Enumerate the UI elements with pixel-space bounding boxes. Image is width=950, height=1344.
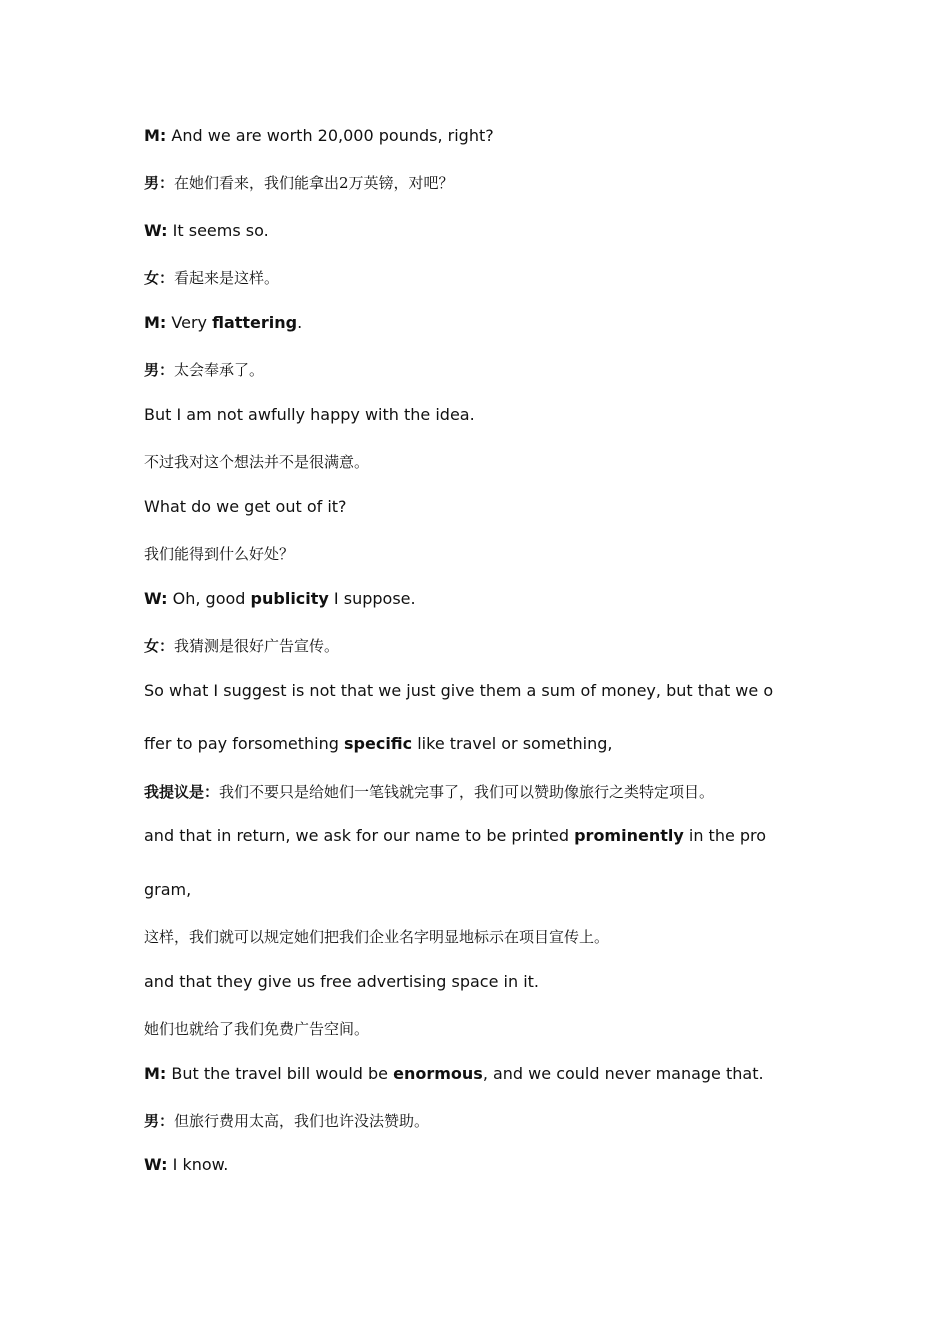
english-dialogue-line <box>144 880 191 900</box>
bold-text: 女： <box>144 269 175 287</box>
english-dialogue-line <box>144 497 347 517</box>
bold-text: prominently <box>574 826 684 845</box>
text-run: 我们能得到什么好处？ <box>144 545 295 563</box>
english-dialogue-line <box>144 681 773 701</box>
chinese-translation-line <box>144 1019 369 1039</box>
bold-text: 女： <box>144 637 175 655</box>
text-run: , and we could never manage that. <box>482 1064 764 1083</box>
bold-text: M: <box>144 313 167 332</box>
text-run: 看起来是这样。 <box>174 269 280 287</box>
text-run: . <box>297 313 303 332</box>
text-run: gram, <box>144 880 192 899</box>
chinese-translation-line <box>144 268 279 288</box>
text-run: What do we get out of it? <box>144 497 347 516</box>
chinese-translation-line <box>144 173 454 193</box>
text-run: But the travel bill would be <box>166 1064 394 1083</box>
text-run: 不过我对这个想法并不是很满意。 <box>144 453 370 471</box>
chinese-translation-line <box>144 360 264 380</box>
english-dialogue-line <box>144 589 416 609</box>
bold-text: W: <box>144 1155 168 1174</box>
text-run: 太会奉承了。 <box>174 361 265 379</box>
bold-text: specific <box>344 734 413 753</box>
text-run: ffer to pay forsomething <box>144 734 344 753</box>
text-run: in the pro <box>683 826 767 845</box>
bold-text: 我提议是： <box>144 783 220 801</box>
english-dialogue-line <box>144 405 475 425</box>
text-run: and that in return, we ask for our name to be printed <box>144 826 575 845</box>
english-dialogue-line <box>144 221 269 241</box>
bold-text: W: <box>144 221 168 240</box>
bold-text: publicity <box>250 589 329 608</box>
bold-text: 男： <box>144 1112 175 1130</box>
text-run: 但旅行费用太高，我们也许没法赞助。 <box>174 1112 430 1130</box>
text-run: 我们不要只是给她们一笔钱就完事了，我们可以赞助像旅行之类特定项目。 <box>219 783 715 801</box>
text-run: like travel or something, <box>412 734 613 753</box>
bold-text: W: <box>144 589 168 608</box>
bold-text: 男： <box>144 174 175 192</box>
text-run: 她们也就给了我们免费广告空间。 <box>144 1020 370 1038</box>
text-run: It seems so. <box>167 221 269 240</box>
chinese-translation-line <box>144 782 714 802</box>
english-dialogue-line <box>144 1064 764 1084</box>
text-run: Oh, good <box>167 589 251 608</box>
text-run: and that they give us free advertising space in it. <box>144 972 540 991</box>
text-run: But I am not awfully happy with the idea. <box>144 405 475 424</box>
english-dialogue-line <box>144 313 302 333</box>
bold-text: enormous <box>393 1064 483 1083</box>
text-run: 这样，我们就可以规定她们把我们企业名字明显地标示在项目宣传上。 <box>144 928 610 946</box>
bold-text: M: <box>144 1064 167 1083</box>
chinese-translation-line <box>144 544 294 564</box>
text-run: And we are worth 20,000 pounds, right? <box>166 126 494 145</box>
english-dialogue-line <box>144 734 613 754</box>
english-dialogue-line <box>144 972 539 992</box>
bold-text: flattering <box>212 313 298 332</box>
text-run: Very <box>166 313 213 332</box>
chinese-translation-line <box>144 636 339 656</box>
english-dialogue-line <box>144 126 494 146</box>
english-dialogue-line <box>144 1155 228 1175</box>
chinese-translation-line <box>144 452 369 472</box>
text-run: 我猜测是很好广告宣传。 <box>174 637 340 655</box>
bold-text: M: <box>144 126 167 145</box>
text-run: I know. <box>167 1155 229 1174</box>
text-run: I suppose. <box>328 589 416 608</box>
chinese-translation-line <box>144 1111 429 1131</box>
chinese-translation-line <box>144 927 609 947</box>
english-dialogue-line <box>144 826 766 846</box>
text-run: 在她们看来，我们能拿出2万英镑，对吧？ <box>174 174 454 192</box>
text-run: So what I suggest is not that we just give them a sum of money, but that we o <box>144 681 774 700</box>
bold-text: 男： <box>144 361 175 379</box>
